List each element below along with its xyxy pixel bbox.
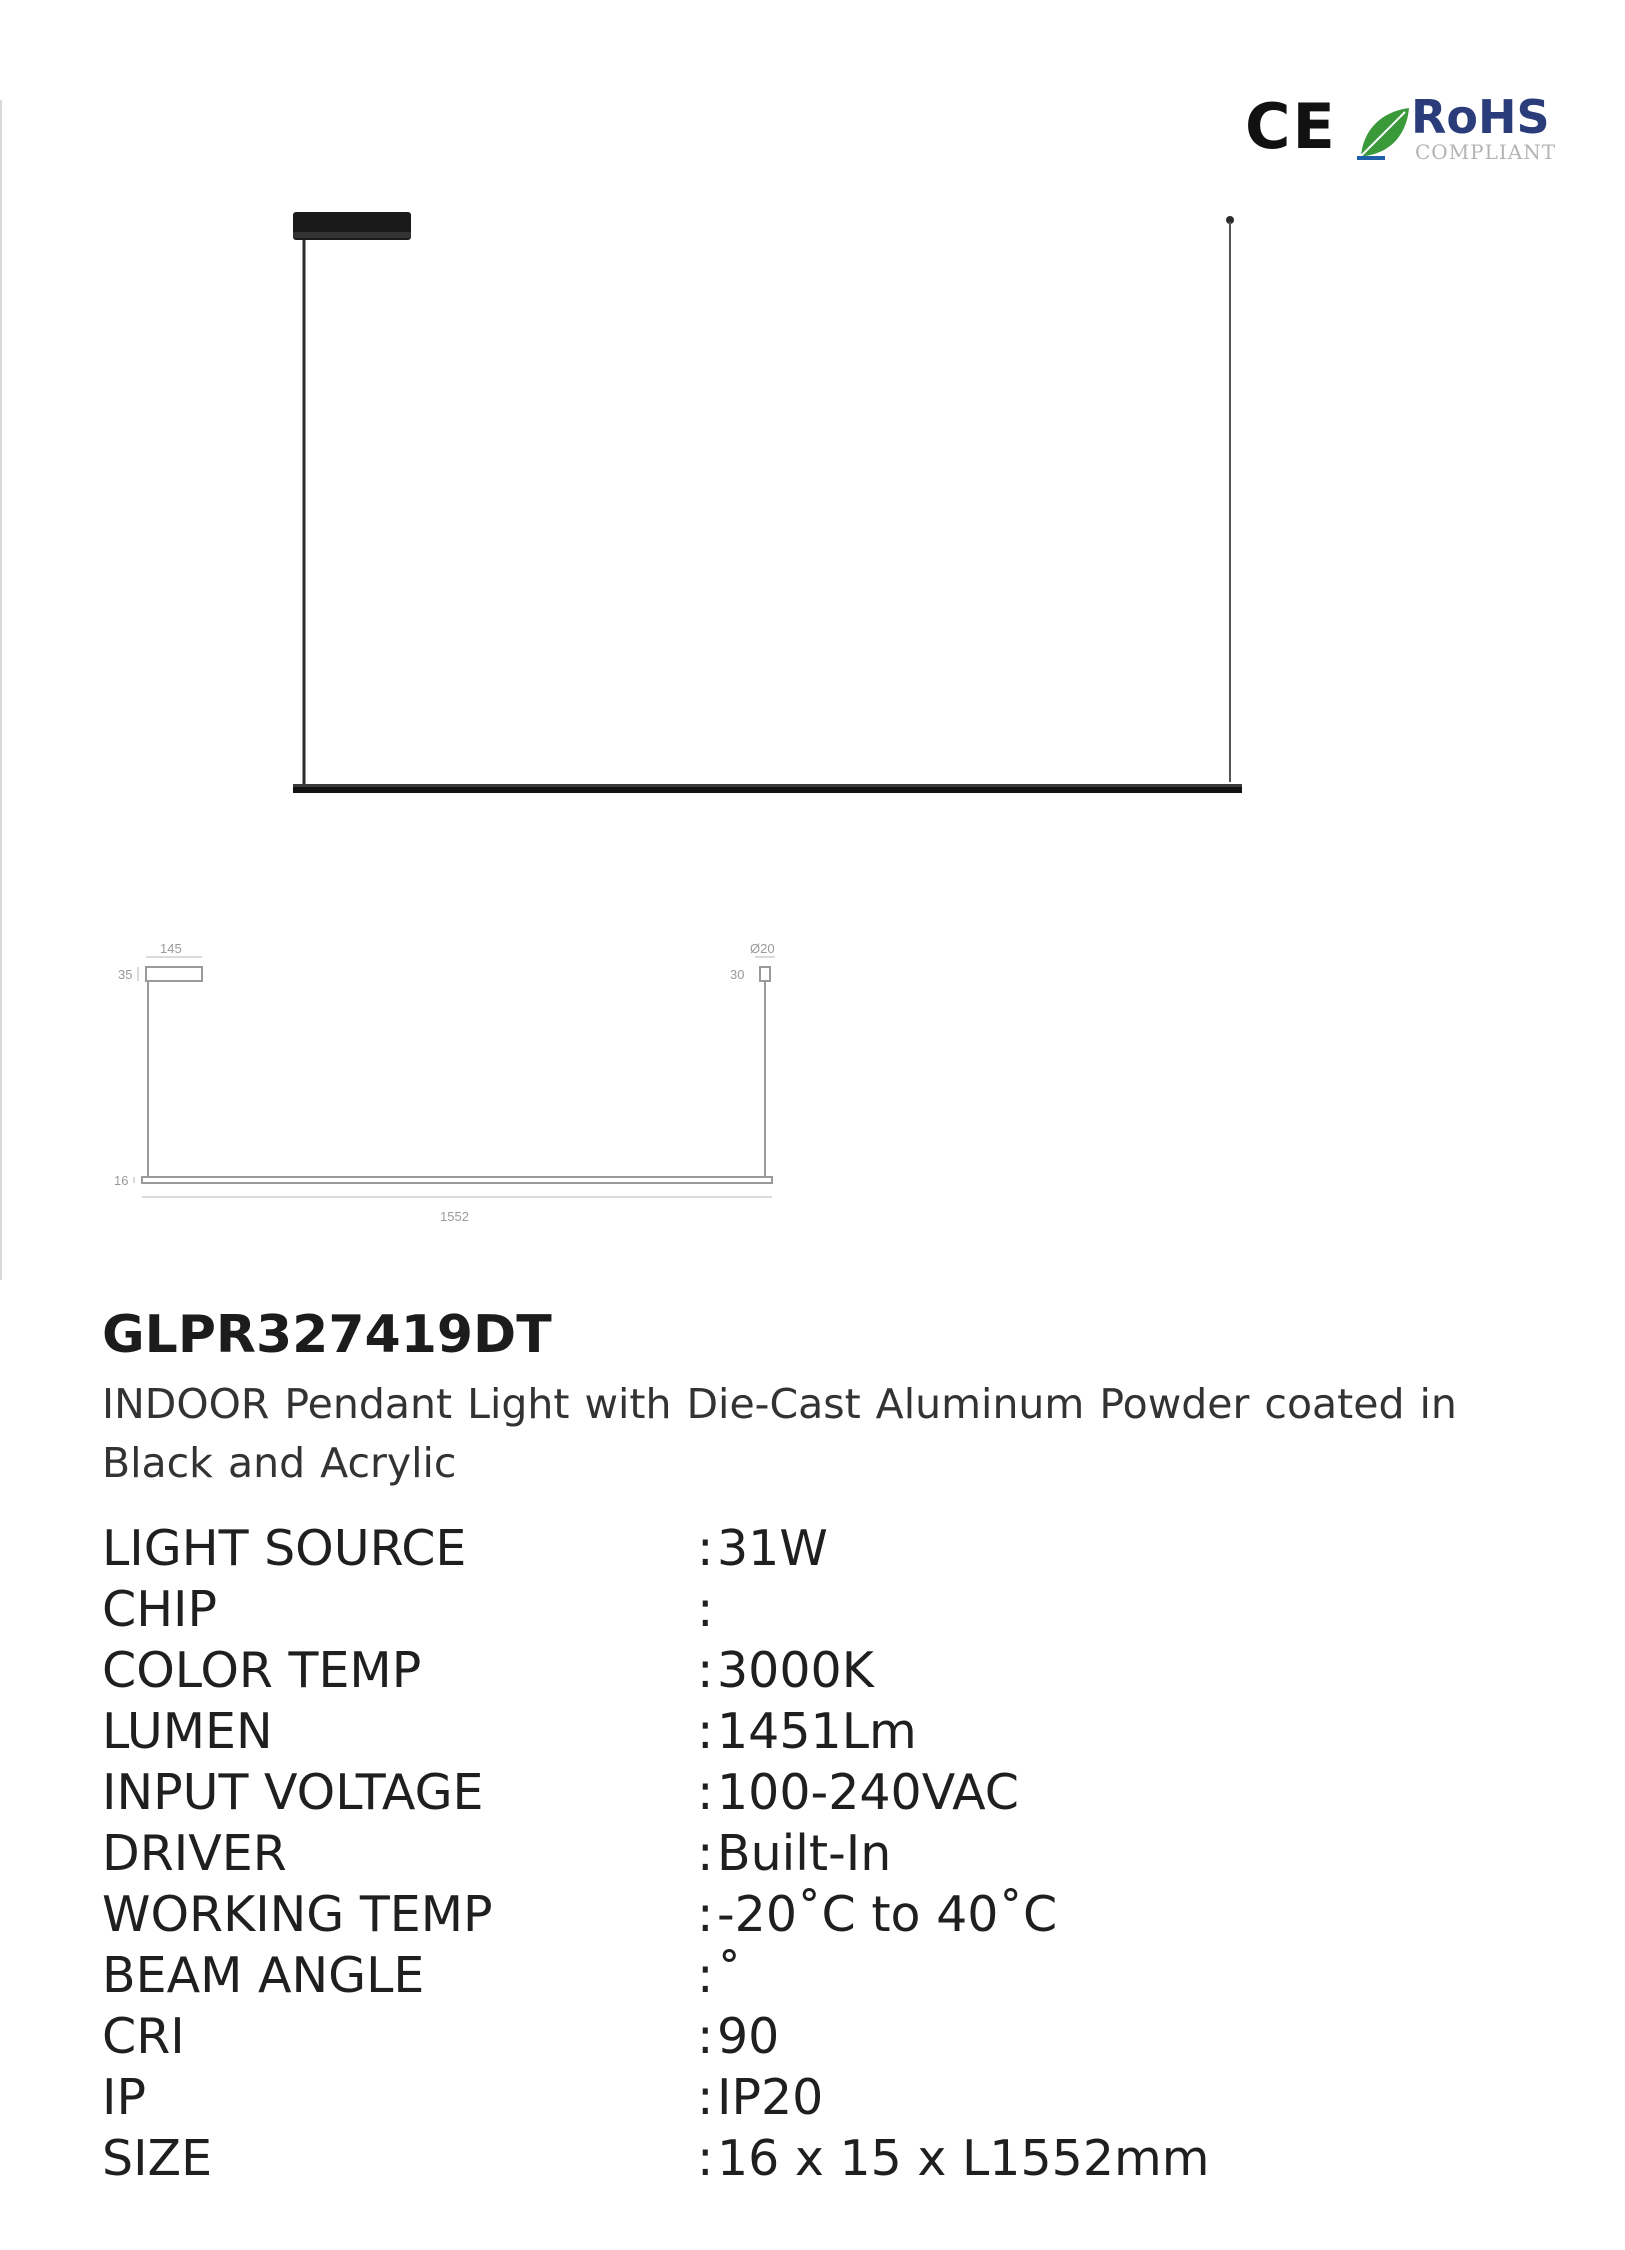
spec-label: WORKING TEMP (102, 1886, 493, 1943)
spec-colon: : (697, 1886, 714, 1943)
spec-row-color-temp (102, 1640, 1562, 1701)
dim-bar-height: 16 (114, 1173, 129, 1188)
spec-colon: : (697, 1703, 714, 1760)
spec-row-working-temp (102, 1884, 1562, 1945)
spec-colon: : (697, 1764, 714, 1821)
certification-logos (1245, 92, 1565, 172)
spec-value: -20˚C to 40˚C (717, 1886, 1058, 1943)
spec-label: COLOR TEMP (102, 1642, 422, 1699)
dimension-drawing (100, 935, 800, 1235)
spec-row-beam-angle (102, 1945, 1562, 2006)
spec-label: IP (102, 2069, 146, 2126)
dim-cable-end (760, 967, 770, 981)
spec-label: LUMEN (102, 1703, 273, 1760)
spec-value: ˚ (717, 1947, 742, 2004)
dim-bar (142, 1177, 772, 1183)
spec-value: 1451Lm (717, 1703, 917, 1760)
product-description: INDOOR Pendant Light with Die-Cast Aluminum Powder coated in Black and Acrylic (102, 1380, 1457, 1487)
spec-row-light-source (102, 1518, 1562, 1579)
spec-label: LIGHT SOURCE (102, 1520, 467, 1577)
spec-row-lumen (102, 1701, 1562, 1762)
spec-colon: : (697, 1825, 714, 1882)
spec-colon: : (697, 2008, 714, 2065)
dim-overall-length: 1552 (440, 1209, 469, 1224)
ce-mark-logo: CE (1245, 90, 1337, 163)
product-code: GLPR327419DT (102, 1305, 552, 1365)
spec-row-size (102, 2128, 1562, 2189)
rohs-compliant-text: COMPLIANT (1415, 140, 1557, 164)
spec-label: DRIVER (102, 1825, 287, 1882)
spec-colon: : (697, 1642, 714, 1699)
spec-row-input-voltage (102, 1762, 1562, 1823)
spec-value: 3000K (717, 1642, 874, 1699)
spec-label: INPUT VOLTAGE (102, 1764, 484, 1821)
spec-colon: : (697, 1520, 714, 1577)
spec-colon: : (697, 1947, 714, 2004)
dim-canopy (146, 967, 202, 981)
spec-label: CHIP (102, 1581, 218, 1638)
spec-value: 90 (717, 2008, 780, 2065)
spec-row-cri (102, 2006, 1562, 2067)
spec-row-driver (102, 1823, 1562, 1884)
dim-cable-end-height: 30 (730, 967, 745, 982)
spec-label: CRI (102, 2008, 185, 2065)
spec-colon: : (697, 2130, 714, 2187)
spec-label: BEAM ANGLE (102, 1947, 425, 2004)
spec-colon: : (697, 1581, 714, 1638)
dim-cable-diameter: Ø20 (750, 941, 775, 956)
spec-value: Built-In (717, 1825, 892, 1882)
page-left-rule (0, 100, 2, 1280)
spec-value: 16 x 15 x L1552mm (717, 2130, 1210, 2187)
spec-value: IP20 (717, 2069, 824, 2126)
spec-value: 100-240VAC (717, 1764, 1019, 1821)
rohs-leaf-icon (1355, 102, 1415, 162)
rohs-logo-text: RoHS (1411, 90, 1550, 144)
spec-label: SIZE (102, 2130, 213, 2187)
product-illustration (280, 200, 1260, 820)
dim-canopy-height: 35 (118, 967, 133, 982)
spec-row-chip (102, 1579, 1562, 1640)
spec-row-ip (102, 2067, 1562, 2128)
spec-table (102, 1518, 1562, 2189)
spec-colon: : (697, 2069, 714, 2126)
dim-canopy-width: 145 (160, 941, 182, 956)
spec-value: 31W (717, 1520, 828, 1577)
